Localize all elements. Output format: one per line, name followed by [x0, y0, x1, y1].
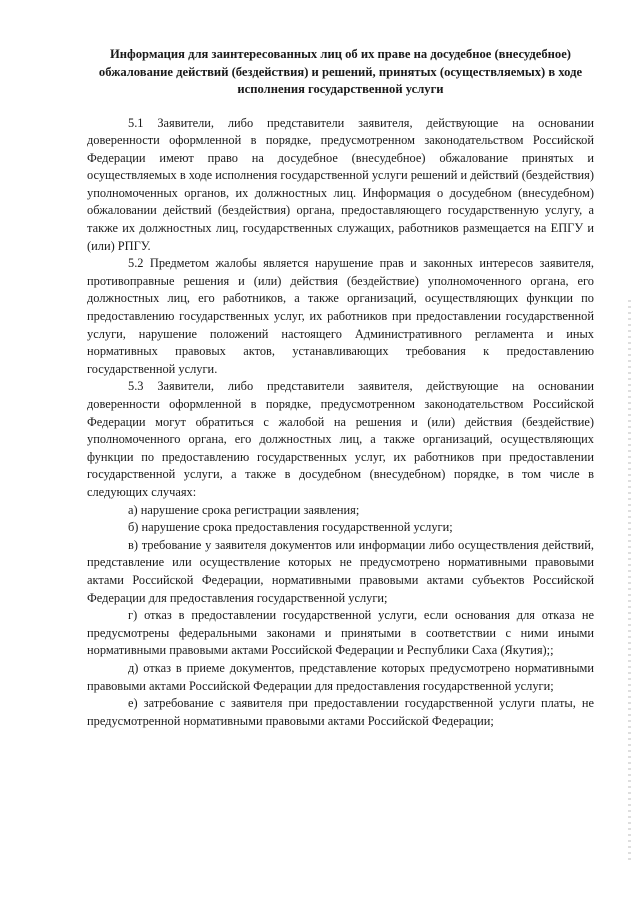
list-item-e: е) затребование с заявителя при предоставлении государственной услуги платы, не предусмотренной нормативными правовыми актами Российской Федерации;: [87, 696, 594, 728]
list-item-v: в) требование у заявителя документов или информации либо осуществления действий, представление или осуществление которых не предусмотрено нормативными правовыми актами Российской Федерации, нормативными правовыми актами субъектов Российской Федерации для предоставления государственной услуги;: [87, 537, 594, 605]
paragraph-5-3: 5.3 Заявители, либо представители заявителя, действующие на основании доверенности оформленной в порядке, предусмотренном законодательством Российской Федерации могут обратиться с жалобой на решения и (или) действия (бездействие) уполномоченного органа, его должностных лиц, а также организаций, осуществляющих функции по предоставлению государственных услуг, их работников при предоставлении государственной услуги, а также в досудебном (внесудебном) порядке, в том числе в следующих случаях:: [87, 379, 594, 499]
scan-edge-mark: [628, 300, 631, 860]
list-item-b: б) нарушение срока предоставления государственной услуги;: [128, 520, 453, 535]
list-item-d: д) отказ в приеме документов, представление которых предусмотрено нормативными правовыми актами Российской Федерации для предоставления государственной услуги;: [87, 660, 594, 693]
document-title: Информация для заинтересованных лиц об их праве на досудебное (внесудебное) обжалование действий (бездействия) и решений, принятых (осуществляемых) в ходе исполнения государственной услуги: [98, 47, 583, 96]
list-item-g: г) отказ в предоставлении государственной услуги, если основания для отказа не предусмотрены федеральными законами и принятыми в соответствии с ними иными нормативными правовыми актами Российской Федерации и Республики Саха (Якутия);;: [87, 608, 594, 658]
paragraph-5-1: 5.1 Заявители, либо представители заявителя, действующие на основании доверенности оформленной в порядке, предусмотренном законодательством Российской Федерации имеют право на досудебное (внесудебное) обжалование принятых и осуществляемых в ходе исполнения государственной услуги решений и действий (бездействия) уполномоченных органов, их должностных лиц. Информация о досудебном (внесудебном) обжаловании действий (бездействия) органа, предоставляющего государственную услугу, а также их должностных лиц, государственных служащих, работников размещается на ЕПГУ и (или) РПГУ.: [87, 115, 594, 253]
list-item-a: а) нарушение срока регистрации заявления;: [128, 502, 360, 517]
paragraph-5-2: 5.2 Предметом жалобы является нарушение прав и законных интересов заявителя, противоправные решения и (или) действия (бездействие) уполномоченного органа, его должностных лиц, его работников, а также организаций, осуществляющих функции по предоставлению государственных услуг, их работников при предоставлении государственной услуги, нарушение положений настоящего Административного регламента и иных нормативных правовых актов, устанавливающих требования к предоставлению государственной услуги.: [87, 256, 594, 376]
document-page: [87, 46, 594, 730]
